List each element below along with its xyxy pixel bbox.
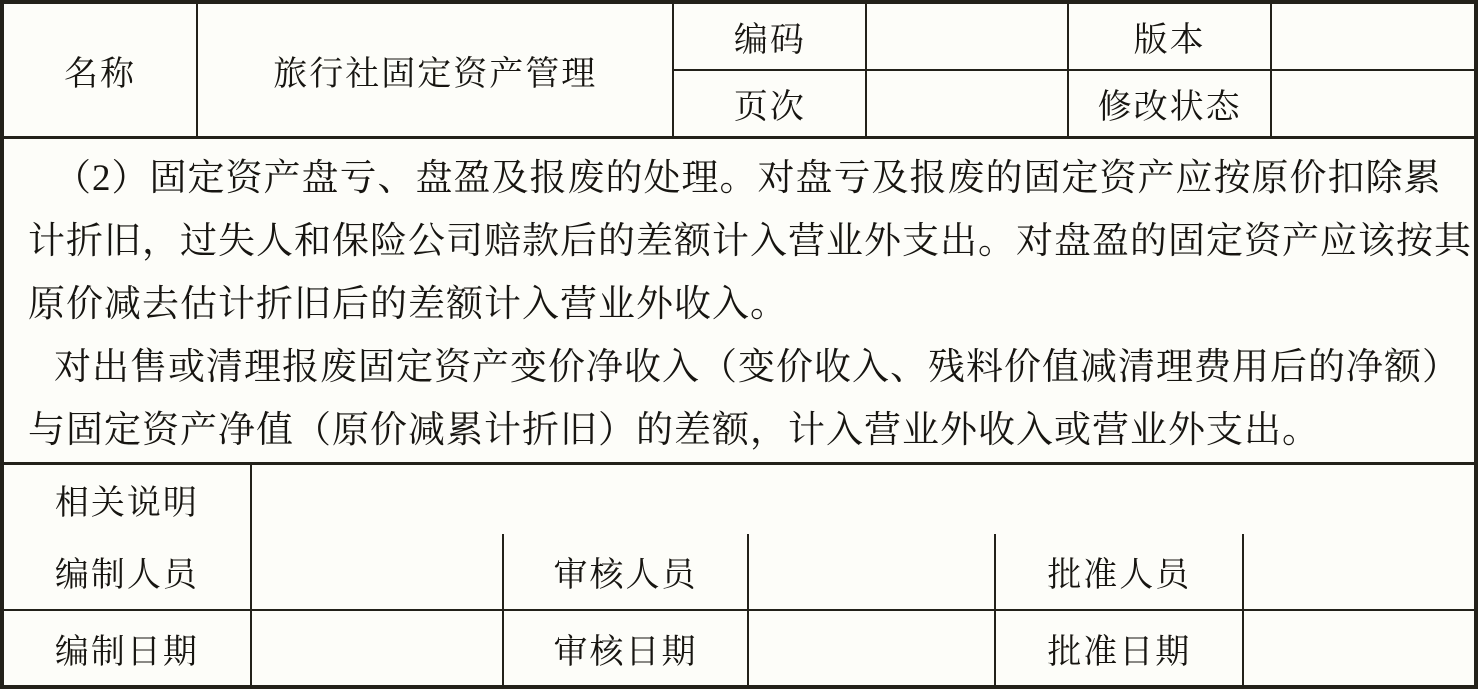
document-title: 旅行社固定资产管理 (197, 4, 673, 136)
prepared-by-value-cell (251, 534, 504, 610)
revision-status-label: 修改状态 (1068, 70, 1271, 136)
code-label: 编码 (673, 4, 866, 70)
version-label: 版本 (1068, 4, 1271, 70)
body-text (4, 136, 1474, 465)
body-paragraph1-line1: （2）固定资产盘亏、盘盈及报废的处理。对盘亏及报废的固定资产应按原价扣除累 (54, 158, 1442, 199)
body-paragraph1-line2: 计折旧，过失人和保险公司赔款后的差额计入营业外支出。对盘盈的固定资产应该按其 (28, 221, 1472, 262)
code-value-cell (866, 4, 1068, 70)
reviewed-by-label: 审核人员 (503, 534, 748, 610)
approved-date-label: 批准日期 (995, 610, 1243, 686)
version-value-cell (1271, 4, 1474, 70)
name-label: 名称 (4, 4, 197, 136)
body-paragraph2-line2: 与固定资产净值（原价减累计折旧）的差额，计入营业外收入或营业外支出。 (28, 410, 1320, 451)
approved-by-label: 批准人员 (995, 534, 1243, 610)
body-paragraph2-line1: 对出售或清理报废固定资产变价净收入（变价收入、残料价值减清理费用后的净额） (54, 347, 1460, 388)
reviewed-date-value-cell (748, 610, 996, 686)
page-value-cell (866, 70, 1068, 136)
prepared-date-label: 编制日期 (4, 610, 251, 686)
related-notes-value-cell (251, 465, 1474, 534)
prepared-by-label: 编制人员 (4, 534, 251, 610)
related-notes-label: 相关说明 (4, 465, 251, 534)
reviewed-date-label: 审核日期 (503, 610, 748, 686)
body-paragraph1-line3: 原价减去估计折旧后的差额计入营业外收入。 (28, 284, 788, 325)
signoff-table (4, 534, 1474, 686)
header-table (4, 4, 1474, 136)
approved-by-value-cell (1243, 534, 1474, 610)
revision-status-value-cell (1271, 70, 1474, 136)
reviewed-by-value-cell (748, 534, 996, 610)
page-label: 页次 (673, 70, 866, 136)
approved-date-value-cell (1243, 610, 1474, 686)
notes-table (4, 465, 1474, 534)
prepared-date-value-cell (251, 610, 504, 686)
